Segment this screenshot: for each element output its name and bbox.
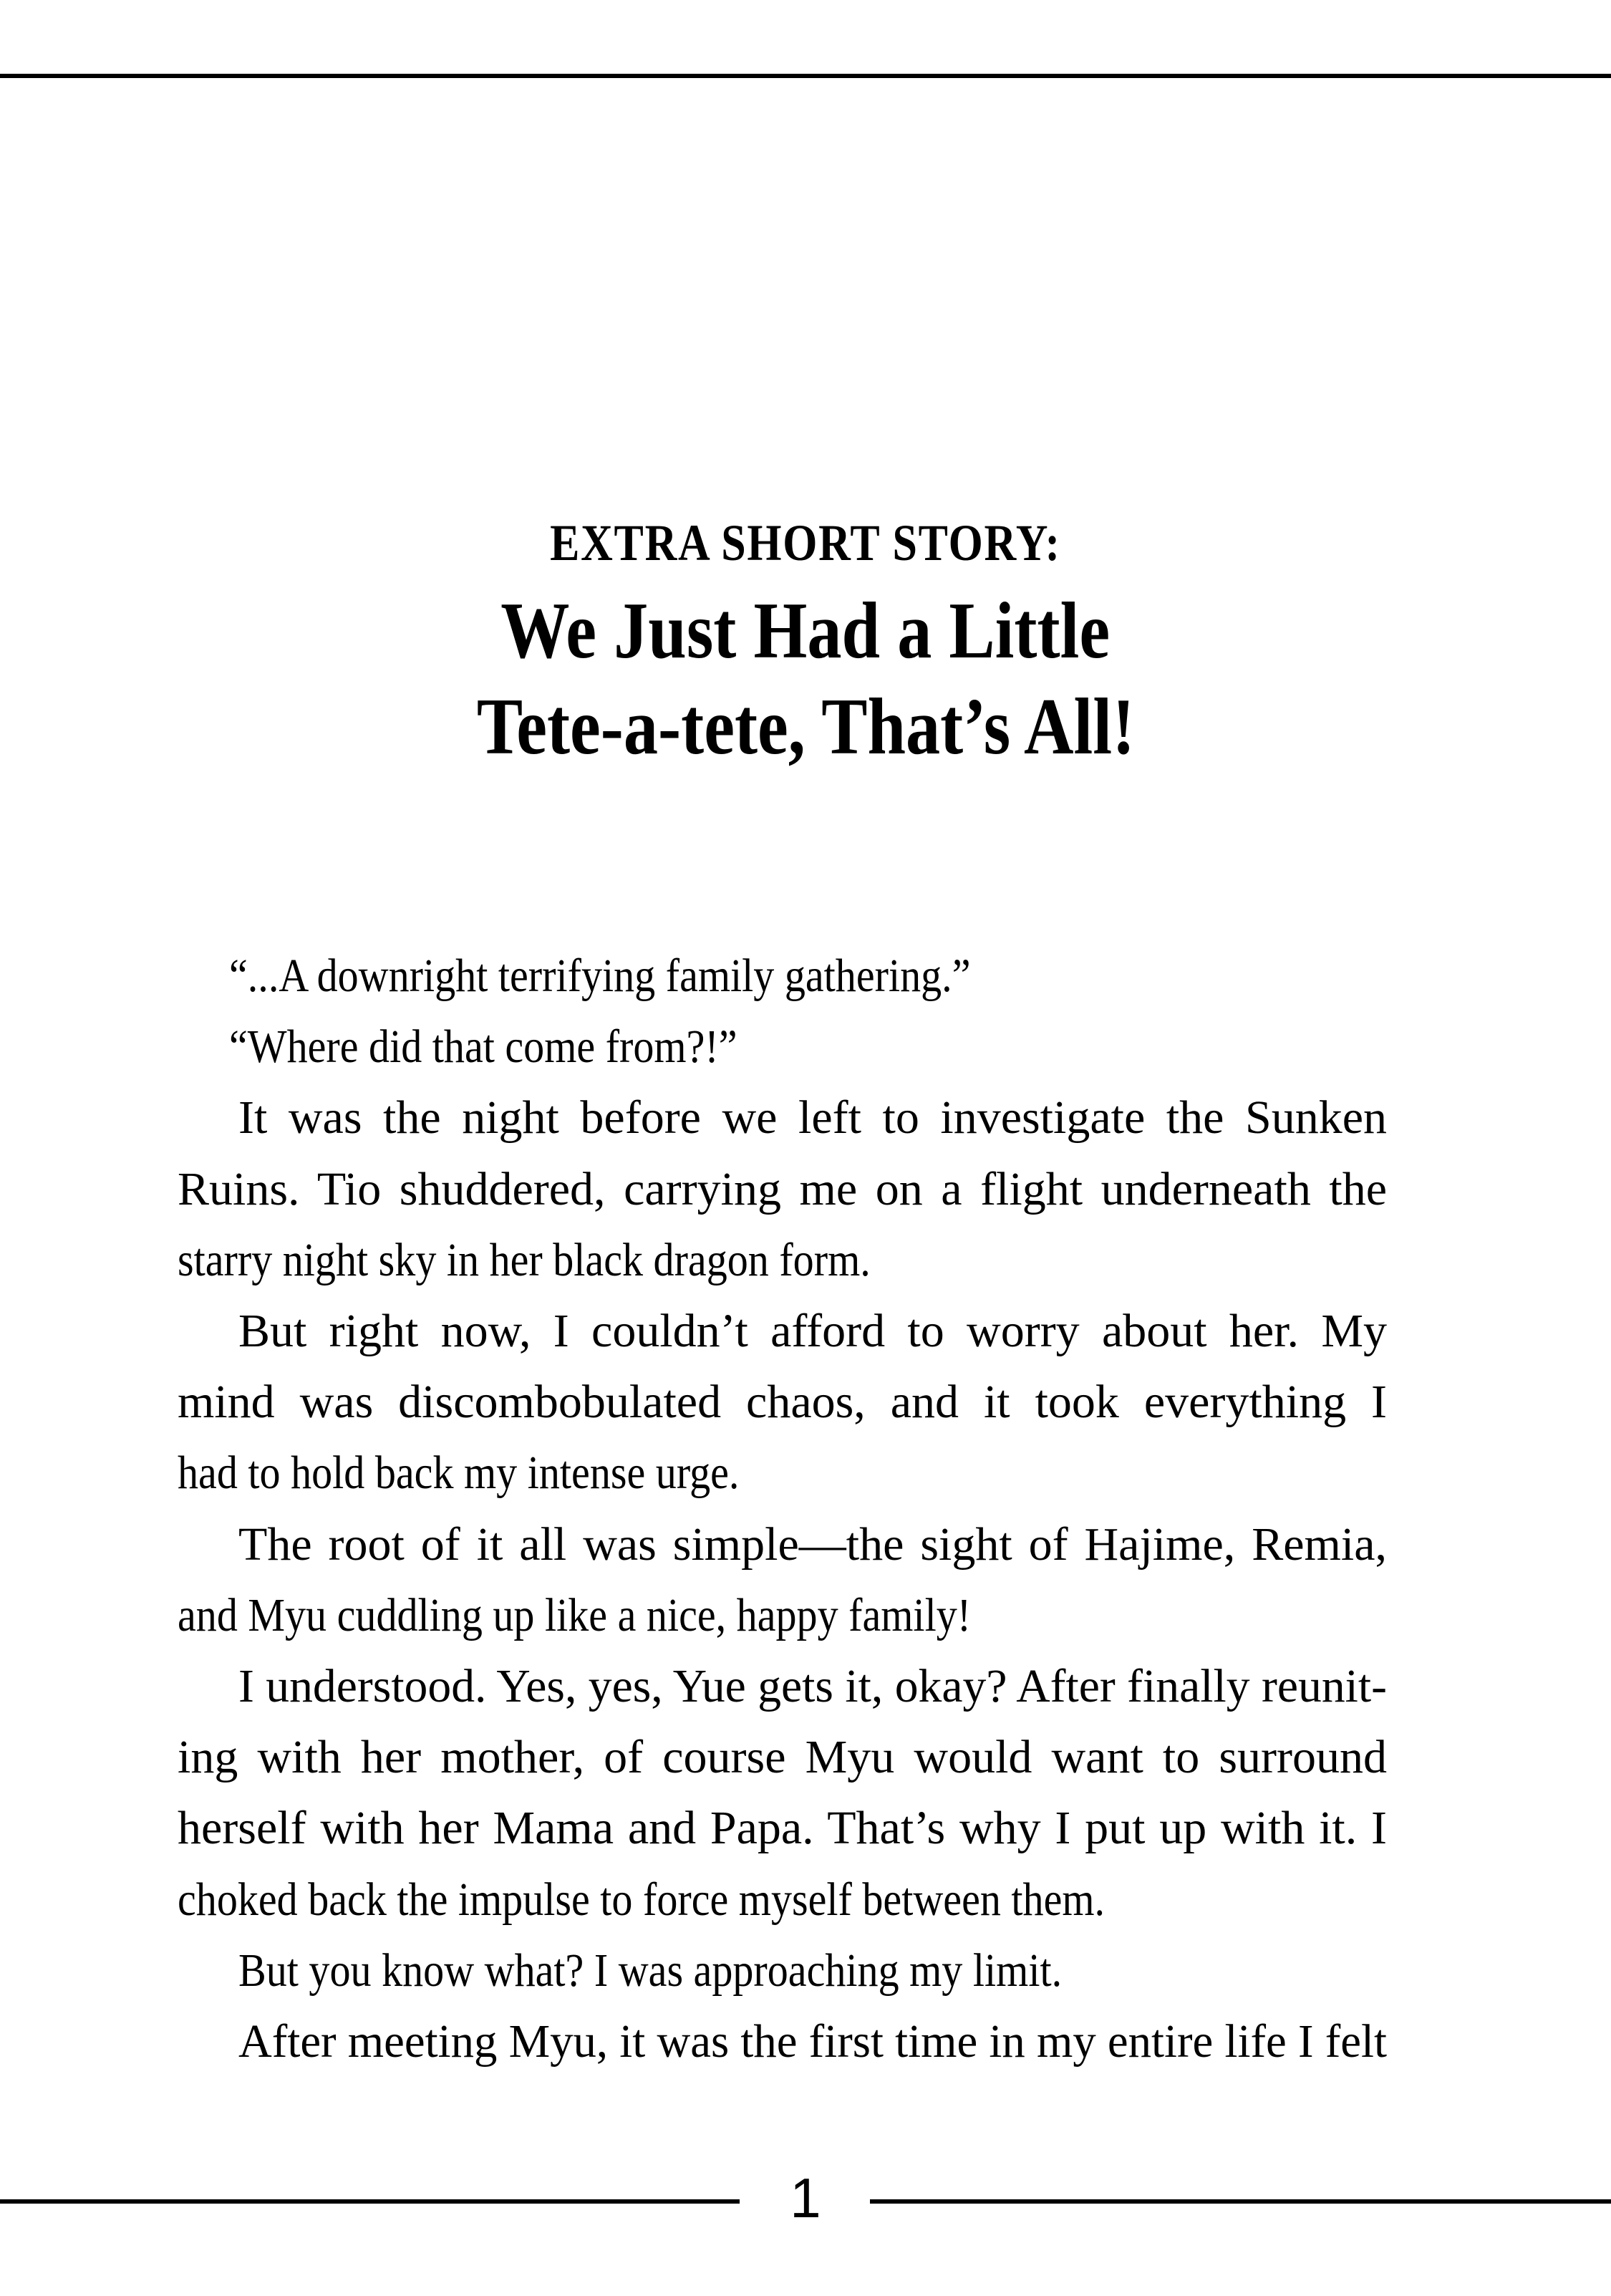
- body-line: herself with her Mama and Papa. That’s why I put up with it. I: [178, 1802, 1387, 1855]
- page-number: 1: [790, 2166, 821, 2229]
- body-line: mind was discombobulated chaos, and it took everything I: [178, 1376, 1387, 1429]
- footer-rule-right: [870, 2199, 1611, 2204]
- body-line: But you know what? I was approaching my limit.: [238, 1944, 1063, 1997]
- story-kicker: [0, 514, 1611, 571]
- story-title-line-2: [0, 679, 1611, 775]
- body-line: But right now, I couldn’t afford to worry about her. My: [238, 1305, 1387, 1357]
- body-line: had to hold back my intense urge.: [178, 1447, 740, 1500]
- body-line: ing with her mother, of course Myu would want to surround: [178, 1731, 1387, 1784]
- body-line: It was the night before we left to investigate the Sunken: [238, 1091, 1387, 1144]
- body-line: choked back the impulse to force myself between them.: [178, 1873, 1106, 1926]
- body-line: I understood. Yes, yes, Yue gets it, okay? After finally reunit-: [238, 1660, 1387, 1712]
- story-title-line-1: [0, 583, 1611, 679]
- footer-rule-left: [0, 2199, 740, 2204]
- body-line: and Myu cuddling up like a nice, happy family!: [178, 1588, 972, 1641]
- body-line: After meeting Myu, it was the first time in my entire life I felt: [238, 2015, 1387, 2068]
- story-title-text-2: Tete-a-tete, That’s All!: [476, 682, 1135, 771]
- body-line: starry night sky in her black dragon form.: [178, 1233, 871, 1286]
- story-title-text-1: We Just Had a Little: [500, 587, 1111, 675]
- body-line: Ruins. Tio shuddered, carrying me on a flight underneath the: [178, 1162, 1387, 1215]
- body-line: “Where did that come from?!”: [229, 1021, 737, 1074]
- story-kicker-text: EXTRA SHORT STORY:: [550, 514, 1061, 571]
- body-line: “...A downright terrifying family gathering.”: [229, 950, 971, 1002]
- body-line: The root of it all was simple—the sight of Hajime, Remia,: [238, 1518, 1387, 1571]
- top-rule: [0, 74, 1611, 78]
